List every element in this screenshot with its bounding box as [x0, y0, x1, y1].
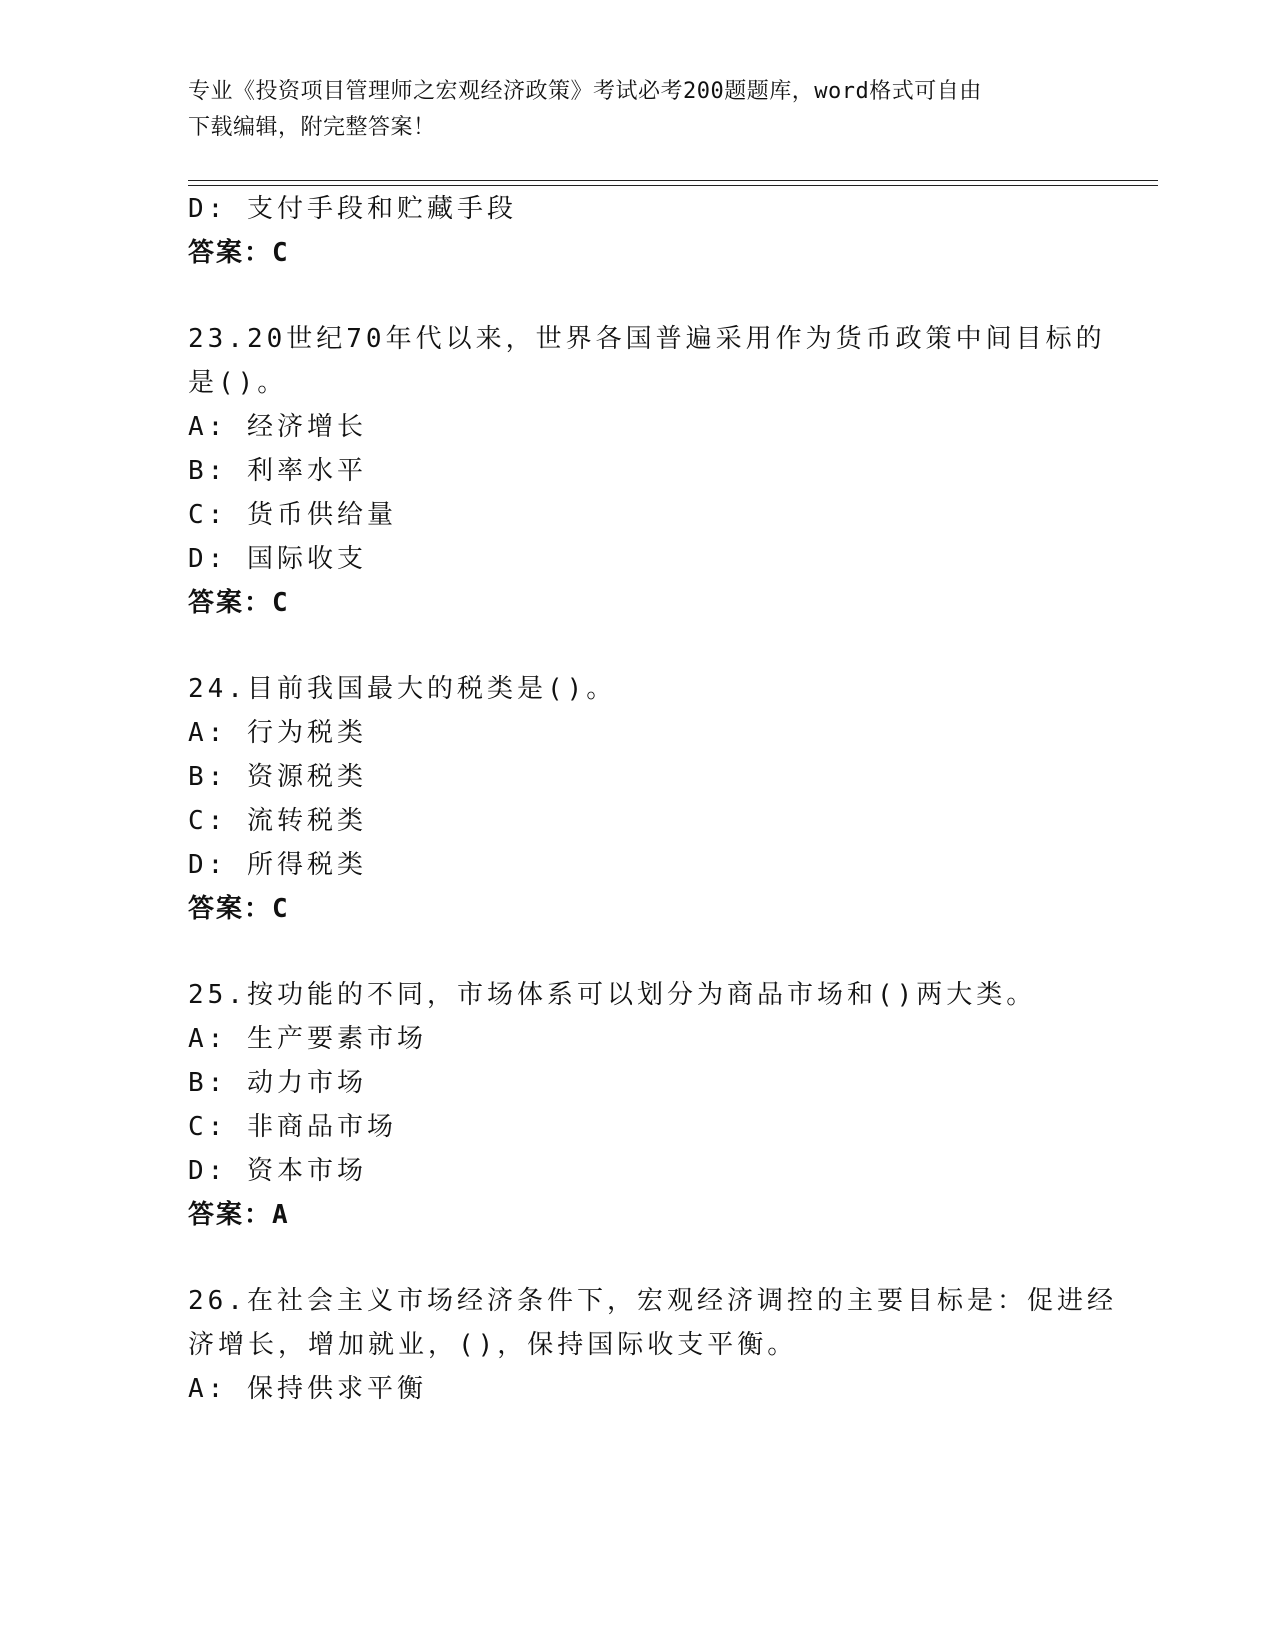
q23-option-c: C: 货币供给量 [188, 500, 397, 530]
q25-option-c: C: 非商品市场 [188, 1112, 397, 1142]
header-divider-bottom [188, 185, 1158, 186]
q25-option-b: B: 动力市场 [188, 1068, 367, 1098]
q25-answer: 答案：A [188, 1200, 290, 1230]
q26-stem-line-1: 26.在社会主义市场经济条件下，宏观经济调控的主要目标是：促进经 [188, 1286, 1117, 1316]
q24-option-b: B: 资源税类 [188, 762, 367, 792]
header-line-1: 专业《投资项目管理师之宏观经济政策》考试必考200题题库，word格式可自由 [188, 79, 982, 104]
header-divider-top [188, 180, 1158, 181]
q23-option-d: D: 国际收支 [188, 544, 367, 574]
q24-option-d: D: 所得税类 [188, 850, 367, 880]
q23-stem-line-1: 23.20世纪70年代以来，世界各国普遍采用作为货币政策中间目标的 [188, 324, 1106, 354]
prev-option-d: D: 支付手段和贮藏手段 [188, 194, 517, 224]
q25-stem-line-1: 25.按功能的不同，市场体系可以划分为商品市场和()两大类。 [188, 980, 1037, 1010]
q24-option-a: A: 行为税类 [188, 718, 367, 748]
q24-answer: 答案：C [188, 894, 290, 924]
q23-answer: 答案：C [188, 588, 290, 618]
q26-stem-line-2: 济增长，增加就业，()，保持国际收支平衡。 [188, 1330, 798, 1360]
q26-option-a: A: 保持供求平衡 [188, 1374, 427, 1404]
prev-answer: 答案：C [188, 238, 290, 268]
q23-option-b: B: 利率水平 [188, 456, 367, 486]
q25-option-d: D: 资本市场 [188, 1156, 367, 1186]
q23-stem-line-2: 是()。 [188, 368, 288, 398]
q25-option-a: A: 生产要素市场 [188, 1024, 427, 1054]
header-line-2: 下载编辑，附完整答案！ [188, 115, 436, 140]
q24-option-c: C: 流转税类 [188, 806, 367, 836]
q24-stem-line-1: 24.目前我国最大的税类是()。 [188, 674, 617, 704]
document-header [188, 74, 1068, 146]
q23-option-a: A: 经济增长 [188, 412, 367, 442]
